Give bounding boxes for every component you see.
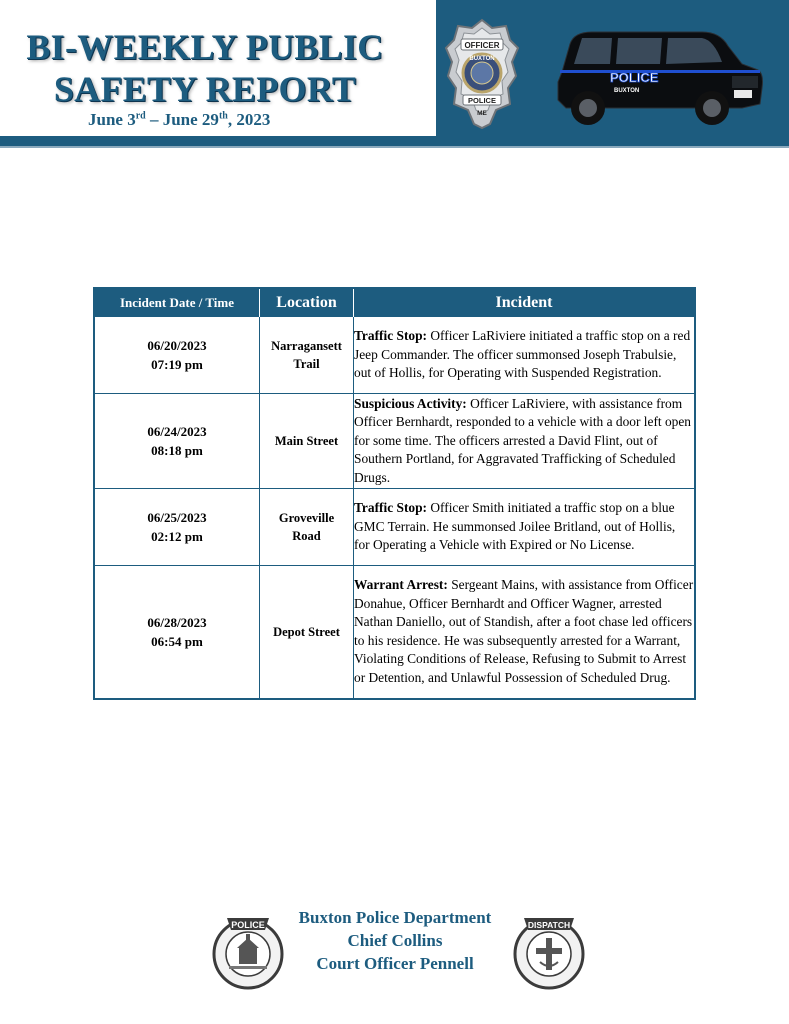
page-title xyxy=(0,26,410,110)
incident-date-time xyxy=(94,317,260,394)
table-row xyxy=(94,489,695,566)
badge-state-text: ME xyxy=(477,110,487,117)
badge-top-text: OFFICER xyxy=(464,41,500,50)
dispatch-seal-label: DISPATCH xyxy=(527,920,571,930)
title-line-2: SAFETY REPORT xyxy=(53,69,357,109)
location-line-1: Main Street xyxy=(274,434,339,448)
car-police-text: POLICE xyxy=(610,70,659,85)
column-header-location: Location xyxy=(260,288,354,317)
police-car-image xyxy=(552,24,767,134)
incident-location xyxy=(260,566,354,699)
incident-date-time xyxy=(94,566,260,699)
report-date-range xyxy=(88,110,270,130)
incident-location xyxy=(260,394,354,489)
incident-text: Officer LaRiviere, with assistance from Officer Bernhardt, responded to a vehicle with a door left open for some time. The officers arrested a David Flint, out of Southern Portland, for Aggravated Trafficking of Scheduled Drugs. xyxy=(354,395,692,485)
location-line-1: Depot Street xyxy=(273,624,340,639)
incident-time: 08:18 pm xyxy=(151,443,203,458)
incident-type: Traffic Stop: xyxy=(354,500,428,516)
incident-text: Officer LaRiviere initiated a traffic stop on a red Jeep Commander. The officer summonsed Joseph Trabulsie, out of Hollis, for Operating with Suspended Registration. xyxy=(354,328,691,381)
car-town-text: BUXTON xyxy=(614,88,640,94)
footer-contact xyxy=(270,906,520,975)
police-badge-icon xyxy=(444,18,520,130)
table-header-row xyxy=(94,288,695,317)
header-divider xyxy=(0,136,789,146)
footer-chief: Chief Collins xyxy=(347,931,443,950)
incident-text: Officer Smith initiated a traffic stop on a blue GMC Terrain. He summonsed Joilee Britland, out of Hollis, for Operating a Vehicle with Expired or No License. xyxy=(354,500,676,553)
incident-time: 06:54 pm xyxy=(151,633,203,649)
incident-date: 06/25/2023 xyxy=(147,510,207,525)
incident-description xyxy=(354,566,696,699)
incident-location xyxy=(260,317,354,394)
location-line-2: Trail xyxy=(293,357,320,371)
location-line-1: Groveville xyxy=(278,511,335,525)
header-divider-light xyxy=(0,146,789,148)
incident-type: Traffic Stop: xyxy=(354,328,428,344)
incident-type: Suspicious Activity: xyxy=(354,395,467,411)
table-row xyxy=(94,566,695,699)
table-row xyxy=(94,394,695,489)
incident-date-time xyxy=(94,394,260,489)
incident-date-time xyxy=(94,489,260,566)
incident-table xyxy=(93,287,696,700)
badge-town-text: BUXTON xyxy=(469,56,495,62)
date-end-suffix: th xyxy=(218,110,228,122)
table-row xyxy=(94,317,695,394)
location-line-1: Narragansett xyxy=(271,339,342,353)
footer-court-officer: Court Officer Pennell xyxy=(316,954,474,973)
footer-department: Buxton Police Department xyxy=(298,908,492,927)
date-start-suffix: rd xyxy=(135,110,146,122)
date-separator: – June 29 xyxy=(145,110,219,129)
incident-time: 02:12 pm xyxy=(151,529,203,544)
column-header-incident: Incident xyxy=(354,288,696,317)
incident-date: 06/24/2023 xyxy=(147,424,207,439)
incident-text: Sergeant Mains, with assistance from Officer Donahue, Officer Bernhardt and Officer Wagner, arrested Nathan Daniello, out of Standish, after a foot chase led officers to his residence. He was subsequently arrested for a Warrant, Violating Conditions of Release, Refusing to Submit to Arrest or Detention, and Unlawful Possession of Scheduled Drug. xyxy=(354,576,694,685)
title-line-1: BI-WEEKLY PUBLIC xyxy=(26,27,384,67)
incident-description xyxy=(354,394,696,489)
incident-location xyxy=(260,489,354,566)
incident-date: 06/28/2023 xyxy=(147,614,207,630)
date-year: , 2023 xyxy=(227,110,271,129)
incident-type: Warrant Arrest: xyxy=(354,576,448,592)
dispatch-seal-icon xyxy=(512,908,586,992)
incident-description xyxy=(354,317,696,394)
incident-time: 07:19 pm xyxy=(151,357,203,372)
police-seal-label: POLICE xyxy=(231,920,265,930)
column-header-date-time: Incident Date / Time xyxy=(94,288,260,317)
report-header xyxy=(0,0,789,148)
incident-date: 06/20/2023 xyxy=(147,338,207,353)
incident-description xyxy=(354,489,696,566)
badge-police-text: POLICE xyxy=(468,96,496,105)
location-line-2: Road xyxy=(292,529,321,543)
date-start: June 3 xyxy=(88,110,136,129)
